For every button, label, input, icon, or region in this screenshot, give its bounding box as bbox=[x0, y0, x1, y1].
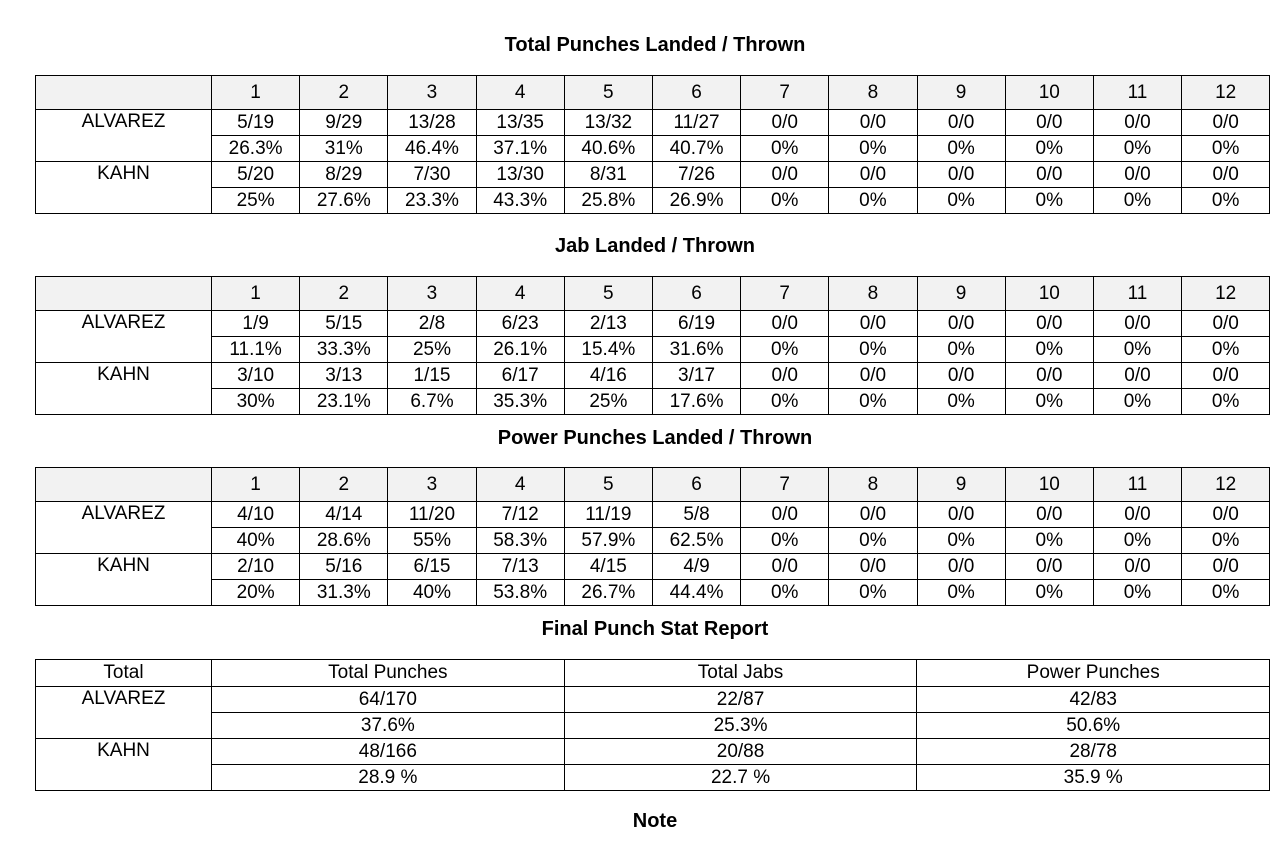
round-number-header: 9 bbox=[917, 76, 1005, 110]
corner-cell bbox=[36, 277, 212, 311]
round-number-header: 8 bbox=[829, 468, 917, 502]
round-number-header: 5 bbox=[564, 468, 652, 502]
round-number-header: 2 bbox=[300, 468, 388, 502]
percentage-row bbox=[36, 580, 1270, 606]
percentage-cell: 0% bbox=[917, 528, 1005, 554]
final-report-title: Final Punch Stat Report bbox=[541, 618, 769, 640]
round-number-header: 2 bbox=[300, 76, 388, 110]
landed-thrown-cell: 4/14 bbox=[300, 502, 388, 528]
landed-thrown-cell: 0/0 bbox=[917, 502, 1005, 528]
final-alvarez-pct-row bbox=[36, 713, 1270, 739]
landed-thrown-cell: 0/0 bbox=[1182, 363, 1270, 389]
final-header-total: Total bbox=[36, 660, 212, 687]
percentage-cell: 17.6% bbox=[652, 389, 740, 415]
landed-thrown-cell: 6/15 bbox=[388, 554, 476, 580]
landed-thrown-cell: 1/9 bbox=[212, 311, 300, 337]
percentage-cell: 0% bbox=[917, 188, 1005, 214]
round-number-header: 4 bbox=[476, 277, 564, 311]
final-cell: 28.9 % bbox=[212, 765, 565, 791]
round-number-header: 11 bbox=[1093, 468, 1181, 502]
landed-thrown-cell: 0/0 bbox=[741, 363, 829, 389]
percentage-cell: 0% bbox=[1005, 136, 1093, 162]
landed-thrown-cell: 1/15 bbox=[388, 363, 476, 389]
final-cell: 64/170 bbox=[212, 687, 565, 713]
percentage-cell: 0% bbox=[1182, 188, 1270, 214]
landed-thrown-cell: 4/10 bbox=[212, 502, 300, 528]
final-header-total-punches: Total Punches bbox=[212, 660, 565, 687]
round-header-row bbox=[36, 468, 1270, 502]
landed-row bbox=[36, 502, 1270, 528]
fighter-name: KAHN bbox=[36, 554, 212, 606]
percentage-cell: 58.3% bbox=[476, 528, 564, 554]
round-number-header: 4 bbox=[476, 468, 564, 502]
round-header-row bbox=[36, 76, 1270, 110]
fighter-name: KAHN bbox=[36, 739, 212, 791]
percentage-row bbox=[36, 136, 1270, 162]
percentage-cell: 40.7% bbox=[652, 136, 740, 162]
landed-thrown-cell: 0/0 bbox=[917, 311, 1005, 337]
final-cell: 20/88 bbox=[564, 739, 917, 765]
percentage-cell: 26.7% bbox=[564, 580, 652, 606]
landed-thrown-cell: 4/15 bbox=[564, 554, 652, 580]
final-cell: 22.7 % bbox=[564, 765, 917, 791]
round-number-header: 6 bbox=[652, 468, 740, 502]
percentage-cell: 43.3% bbox=[476, 188, 564, 214]
percentage-cell: 40% bbox=[388, 580, 476, 606]
final-alvarez-landed-row bbox=[36, 687, 1270, 713]
percentage-cell: 0% bbox=[829, 188, 917, 214]
landed-thrown-cell: 0/0 bbox=[1093, 110, 1181, 136]
percentage-cell: 0% bbox=[829, 580, 917, 606]
landed-thrown-cell: 7/12 bbox=[476, 502, 564, 528]
round-number-header: 12 bbox=[1182, 76, 1270, 110]
landed-thrown-cell: 2/8 bbox=[388, 311, 476, 337]
landed-thrown-cell: 11/20 bbox=[388, 502, 476, 528]
landed-thrown-cell: 3/10 bbox=[212, 363, 300, 389]
percentage-cell: 0% bbox=[1005, 528, 1093, 554]
landed-thrown-cell: 0/0 bbox=[1005, 554, 1093, 580]
percentage-cell: 0% bbox=[917, 580, 1005, 606]
percentage-cell: 0% bbox=[1005, 580, 1093, 606]
landed-thrown-cell: 13/32 bbox=[564, 110, 652, 136]
final-cell: 28/78 bbox=[917, 739, 1270, 765]
percentage-cell: 0% bbox=[741, 389, 829, 415]
landed-thrown-cell: 2/10 bbox=[212, 554, 300, 580]
landed-thrown-cell: 5/16 bbox=[300, 554, 388, 580]
landed-thrown-cell: 0/0 bbox=[1182, 110, 1270, 136]
landed-thrown-cell: 0/0 bbox=[741, 554, 829, 580]
percentage-cell: 0% bbox=[1182, 337, 1270, 363]
percentage-cell: 25% bbox=[388, 337, 476, 363]
landed-thrown-cell: 7/30 bbox=[388, 162, 476, 188]
round-number-header: 6 bbox=[652, 277, 740, 311]
percentage-cell: 0% bbox=[1093, 136, 1181, 162]
landed-thrown-cell: 6/19 bbox=[652, 311, 740, 337]
percentage-cell: 23.3% bbox=[388, 188, 476, 214]
fighter-name: ALVAREZ bbox=[36, 687, 212, 739]
round-number-header: 1 bbox=[212, 76, 300, 110]
percentage-row bbox=[36, 188, 1270, 214]
percentage-cell: 0% bbox=[1093, 580, 1181, 606]
percentage-cell: 0% bbox=[1093, 337, 1181, 363]
round-number-header: 3 bbox=[388, 277, 476, 311]
landed-thrown-cell: 7/13 bbox=[476, 554, 564, 580]
round-number-header: 1 bbox=[212, 277, 300, 311]
jab-table bbox=[35, 276, 1270, 415]
round-number-header: 4 bbox=[476, 76, 564, 110]
percentage-cell: 0% bbox=[1182, 389, 1270, 415]
power-punches-table bbox=[35, 467, 1270, 606]
landed-row bbox=[36, 311, 1270, 337]
percentage-cell: 0% bbox=[741, 528, 829, 554]
landed-thrown-cell: 0/0 bbox=[1005, 311, 1093, 337]
final-kahn-landed-row bbox=[36, 739, 1270, 765]
percentage-cell: 23.1% bbox=[300, 389, 388, 415]
landed-row bbox=[36, 110, 1270, 136]
landed-thrown-cell: 0/0 bbox=[1093, 502, 1181, 528]
landed-thrown-cell: 0/0 bbox=[917, 554, 1005, 580]
percentage-row bbox=[36, 528, 1270, 554]
landed-thrown-cell: 0/0 bbox=[1093, 162, 1181, 188]
percentage-cell: 57.9% bbox=[564, 528, 652, 554]
landed-thrown-cell: 3/13 bbox=[300, 363, 388, 389]
landed-thrown-cell: 5/20 bbox=[212, 162, 300, 188]
percentage-cell: 6.7% bbox=[388, 389, 476, 415]
percentage-cell: 25% bbox=[564, 389, 652, 415]
landed-thrown-cell: 0/0 bbox=[1093, 311, 1181, 337]
landed-thrown-cell: 0/0 bbox=[741, 162, 829, 188]
round-number-header: 12 bbox=[1182, 277, 1270, 311]
landed-thrown-cell: 0/0 bbox=[917, 363, 1005, 389]
fighter-name: ALVAREZ bbox=[36, 502, 212, 554]
percentage-cell: 31% bbox=[300, 136, 388, 162]
landed-thrown-cell: 0/0 bbox=[1182, 502, 1270, 528]
landed-thrown-cell: 2/13 bbox=[564, 311, 652, 337]
percentage-cell: 0% bbox=[829, 389, 917, 415]
power-punches-title: Power Punches Landed / Thrown bbox=[497, 427, 813, 449]
landed-thrown-cell: 0/0 bbox=[1093, 554, 1181, 580]
percentage-cell: 25.8% bbox=[564, 188, 652, 214]
final-report-table bbox=[35, 659, 1270, 791]
note-heading: Note bbox=[632, 810, 678, 832]
landed-thrown-cell: 0/0 bbox=[741, 502, 829, 528]
landed-thrown-cell: 0/0 bbox=[829, 311, 917, 337]
percentage-cell: 0% bbox=[741, 580, 829, 606]
round-number-header: 10 bbox=[1005, 277, 1093, 311]
round-number-header: 7 bbox=[741, 468, 829, 502]
round-number-header: 11 bbox=[1093, 76, 1181, 110]
round-number-header: 12 bbox=[1182, 468, 1270, 502]
final-cell: 22/87 bbox=[564, 687, 917, 713]
percentage-cell: 0% bbox=[829, 337, 917, 363]
round-number-header: 7 bbox=[741, 277, 829, 311]
fighter-name: ALVAREZ bbox=[36, 311, 212, 363]
percentage-cell: 31.6% bbox=[652, 337, 740, 363]
landed-thrown-cell: 0/0 bbox=[1005, 162, 1093, 188]
percentage-cell: 0% bbox=[1005, 337, 1093, 363]
percentage-cell: 53.8% bbox=[476, 580, 564, 606]
percentage-cell: 40.6% bbox=[564, 136, 652, 162]
landed-thrown-cell: 8/29 bbox=[300, 162, 388, 188]
corner-cell bbox=[36, 76, 212, 110]
final-header-row bbox=[36, 660, 1270, 687]
total-punches-table bbox=[35, 75, 1270, 214]
landed-thrown-cell: 0/0 bbox=[1182, 311, 1270, 337]
corner-cell bbox=[36, 468, 212, 502]
landed-thrown-cell: 0/0 bbox=[1182, 162, 1270, 188]
percentage-cell: 11.1% bbox=[212, 337, 300, 363]
landed-thrown-cell: 6/23 bbox=[476, 311, 564, 337]
percentage-cell: 33.3% bbox=[300, 337, 388, 363]
percentage-cell: 0% bbox=[1005, 389, 1093, 415]
final-header-total-jabs: Total Jabs bbox=[564, 660, 917, 687]
final-header-power-punches: Power Punches bbox=[917, 660, 1270, 687]
landed-thrown-cell: 0/0 bbox=[829, 554, 917, 580]
percentage-cell: 0% bbox=[741, 188, 829, 214]
percentage-cell: 15.4% bbox=[564, 337, 652, 363]
landed-thrown-cell: 3/17 bbox=[652, 363, 740, 389]
percentage-cell: 55% bbox=[388, 528, 476, 554]
final-cell: 37.6% bbox=[212, 713, 565, 739]
landed-thrown-cell: 11/27 bbox=[652, 110, 740, 136]
round-number-header: 1 bbox=[212, 468, 300, 502]
percentage-cell: 0% bbox=[1093, 389, 1181, 415]
landed-thrown-cell: 13/28 bbox=[388, 110, 476, 136]
landed-thrown-cell: 13/30 bbox=[476, 162, 564, 188]
percentage-cell: 26.9% bbox=[652, 188, 740, 214]
landed-row bbox=[36, 162, 1270, 188]
fighter-name: KAHN bbox=[36, 162, 212, 214]
round-number-header: 7 bbox=[741, 76, 829, 110]
percentage-cell: 40% bbox=[212, 528, 300, 554]
landed-thrown-cell: 8/31 bbox=[564, 162, 652, 188]
round-number-header: 5 bbox=[564, 76, 652, 110]
landed-thrown-cell: 0/0 bbox=[829, 162, 917, 188]
round-number-header: 3 bbox=[388, 76, 476, 110]
percentage-cell: 0% bbox=[829, 528, 917, 554]
landed-thrown-cell: 6/17 bbox=[476, 363, 564, 389]
round-number-header: 8 bbox=[829, 277, 917, 311]
landed-thrown-cell: 0/0 bbox=[829, 110, 917, 136]
landed-thrown-cell: 0/0 bbox=[1093, 363, 1181, 389]
percentage-cell: 0% bbox=[741, 136, 829, 162]
landed-thrown-cell: 7/26 bbox=[652, 162, 740, 188]
percentage-cell: 46.4% bbox=[388, 136, 476, 162]
percentage-row bbox=[36, 337, 1270, 363]
landed-thrown-cell: 13/35 bbox=[476, 110, 564, 136]
percentage-cell: 44.4% bbox=[652, 580, 740, 606]
round-number-header: 10 bbox=[1005, 468, 1093, 502]
landed-thrown-cell: 4/9 bbox=[652, 554, 740, 580]
final-cell: 35.9 % bbox=[917, 765, 1270, 791]
round-number-header: 6 bbox=[652, 76, 740, 110]
landed-thrown-cell: 0/0 bbox=[917, 162, 1005, 188]
landed-thrown-cell: 5/8 bbox=[652, 502, 740, 528]
final-cell: 48/166 bbox=[212, 739, 565, 765]
landed-thrown-cell: 9/29 bbox=[300, 110, 388, 136]
percentage-cell: 0% bbox=[917, 136, 1005, 162]
landed-thrown-cell: 0/0 bbox=[1005, 110, 1093, 136]
landed-thrown-cell: 5/15 bbox=[300, 311, 388, 337]
landed-thrown-cell: 0/0 bbox=[917, 110, 1005, 136]
landed-row bbox=[36, 363, 1270, 389]
percentage-cell: 0% bbox=[1093, 528, 1181, 554]
landed-row bbox=[36, 554, 1270, 580]
final-cell: 50.6% bbox=[917, 713, 1270, 739]
landed-thrown-cell: 0/0 bbox=[741, 110, 829, 136]
round-number-header: 9 bbox=[917, 468, 1005, 502]
round-number-header: 10 bbox=[1005, 76, 1093, 110]
percentage-cell: 20% bbox=[212, 580, 300, 606]
percentage-row bbox=[36, 389, 1270, 415]
round-number-header: 8 bbox=[829, 76, 917, 110]
landed-thrown-cell: 0/0 bbox=[1182, 554, 1270, 580]
landed-thrown-cell: 0/0 bbox=[741, 311, 829, 337]
round-number-header: 9 bbox=[917, 277, 1005, 311]
jab-title: Jab Landed / Thrown bbox=[554, 235, 755, 257]
final-kahn-pct-row bbox=[36, 765, 1270, 791]
percentage-cell: 0% bbox=[917, 337, 1005, 363]
percentage-cell: 0% bbox=[1005, 188, 1093, 214]
percentage-cell: 0% bbox=[829, 136, 917, 162]
round-number-header: 2 bbox=[300, 277, 388, 311]
percentage-cell: 0% bbox=[1182, 528, 1270, 554]
round-header-row bbox=[36, 277, 1270, 311]
percentage-cell: 37.1% bbox=[476, 136, 564, 162]
landed-thrown-cell: 11/19 bbox=[564, 502, 652, 528]
percentage-cell: 30% bbox=[212, 389, 300, 415]
percentage-cell: 0% bbox=[917, 389, 1005, 415]
round-number-header: 3 bbox=[388, 468, 476, 502]
landed-thrown-cell: 5/19 bbox=[212, 110, 300, 136]
percentage-cell: 62.5% bbox=[652, 528, 740, 554]
percentage-cell: 0% bbox=[1182, 136, 1270, 162]
percentage-cell: 26.1% bbox=[476, 337, 564, 363]
percentage-cell: 0% bbox=[1182, 580, 1270, 606]
percentage-cell: 27.6% bbox=[300, 188, 388, 214]
final-cell: 25.3% bbox=[564, 713, 917, 739]
landed-thrown-cell: 4/16 bbox=[564, 363, 652, 389]
percentage-cell: 0% bbox=[1093, 188, 1181, 214]
round-number-header: 5 bbox=[564, 277, 652, 311]
fighter-name: KAHN bbox=[36, 363, 212, 415]
percentage-cell: 31.3% bbox=[300, 580, 388, 606]
landed-thrown-cell: 0/0 bbox=[1005, 502, 1093, 528]
final-cell: 42/83 bbox=[917, 687, 1270, 713]
percentage-cell: 0% bbox=[741, 337, 829, 363]
fighter-name: ALVAREZ bbox=[36, 110, 212, 162]
percentage-cell: 28.6% bbox=[300, 528, 388, 554]
landed-thrown-cell: 0/0 bbox=[1005, 363, 1093, 389]
round-number-header: 11 bbox=[1093, 277, 1181, 311]
landed-thrown-cell: 0/0 bbox=[829, 363, 917, 389]
percentage-cell: 26.3% bbox=[212, 136, 300, 162]
percentage-cell: 35.3% bbox=[476, 389, 564, 415]
percentage-cell: 25% bbox=[212, 188, 300, 214]
total-punches-title: Total Punches Landed / Thrown bbox=[504, 34, 806, 56]
landed-thrown-cell: 0/0 bbox=[829, 502, 917, 528]
